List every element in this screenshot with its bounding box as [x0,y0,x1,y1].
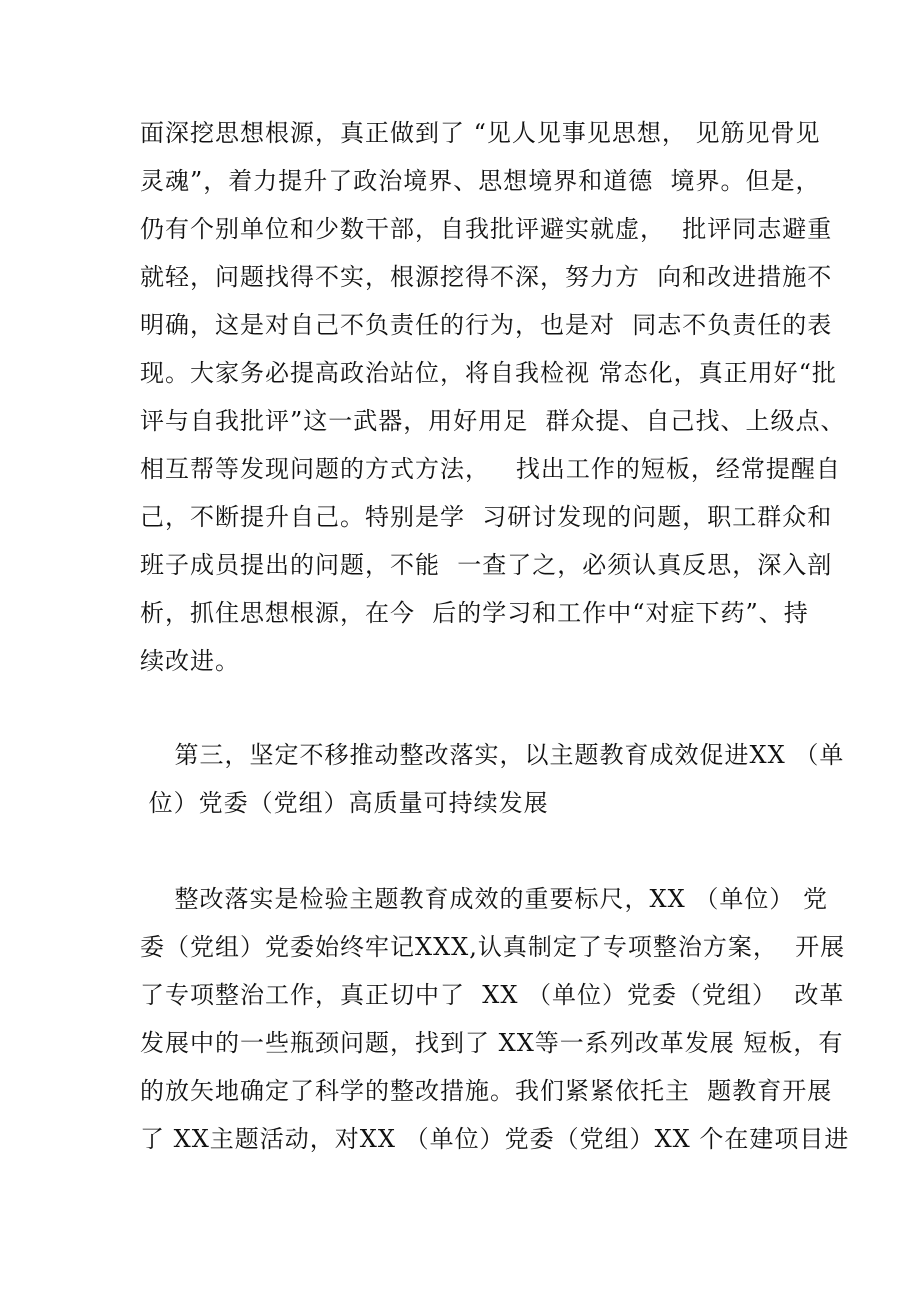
section-heading-line: 第三，坚定不移推动整改落实，以主题教育成效促进XX （单 [140,741,845,769]
paragraph-1-line: 评与自我批评”这一武器，用好用足 群众提、自己找、上级点、 [140,407,846,435]
section-heading-line: 位）党委（党组）高质量可持续发展 [140,789,549,817]
paragraph-1-line: 析，抓住思想根源，在今 后的学习和工作中“对症下药”、持 [140,599,809,627]
paragraph-1-line: 面深挖思想根源，真正做到了 “见人见事见思想， 见筋见骨见 [140,119,821,147]
paragraph-1-line: 相互帮等发现问题的方式方法， 找出工作的短板，经常提醒自 [140,455,841,483]
paragraph-1-line: 灵魂”，着力提升了政治境界、思想境界和道德 境界。但是， [140,167,821,195]
paragraph-2-line: 发展中的一些瓶颈问题，找到了 XX等一系列改革发展 短板，有 [140,1029,844,1057]
paragraph-2-line: 整改落实是检验主题教育成效的重要标尺，XX （单位） 党 [140,885,828,913]
paragraph-1-line: 明确，这是对自己不负责任的行为，也是对 同志不负责任的表 [140,311,833,339]
paragraph-2-line: 了专项整治工作，真正切中了 XX （单位）党委（党组） 改革 [140,981,845,1009]
paragraph-2-line: 委（党组）党委始终牢记XXX,认真制定了专项整治方案， 开展 [140,933,846,961]
paragraph-1-line: 续改进。 [140,647,240,675]
paragraph-1-line: 仍有个别单位和少数干部，自我批评避实就虚， 批评同志避重 [140,215,833,243]
paragraph-2-line: 了 XX主题活动，对XX （单位）党委（党组）XX 个在建项目进 [140,1125,850,1153]
paragraph-1-line: 班子成员提出的问题，不能 一查了之，必须认真反思，深入剖 [140,551,833,579]
paragraph-1-line: 现。大家务必提高政治站位，将自我检视 常态化，真正用好“批 [140,359,837,387]
paragraph-1-line: 己，不断提升自己。特别是学 习研讨发现的问题，职工群众和 [140,503,833,531]
paragraph-1-line: 就轻，问题找得不实，根源挖得不深，努力方 向和改进措施不 [140,263,833,291]
paragraph-2-line: 的放矢地确定了科学的整改措施。我们紧紧依托主 题教育开展 [140,1077,833,1105]
